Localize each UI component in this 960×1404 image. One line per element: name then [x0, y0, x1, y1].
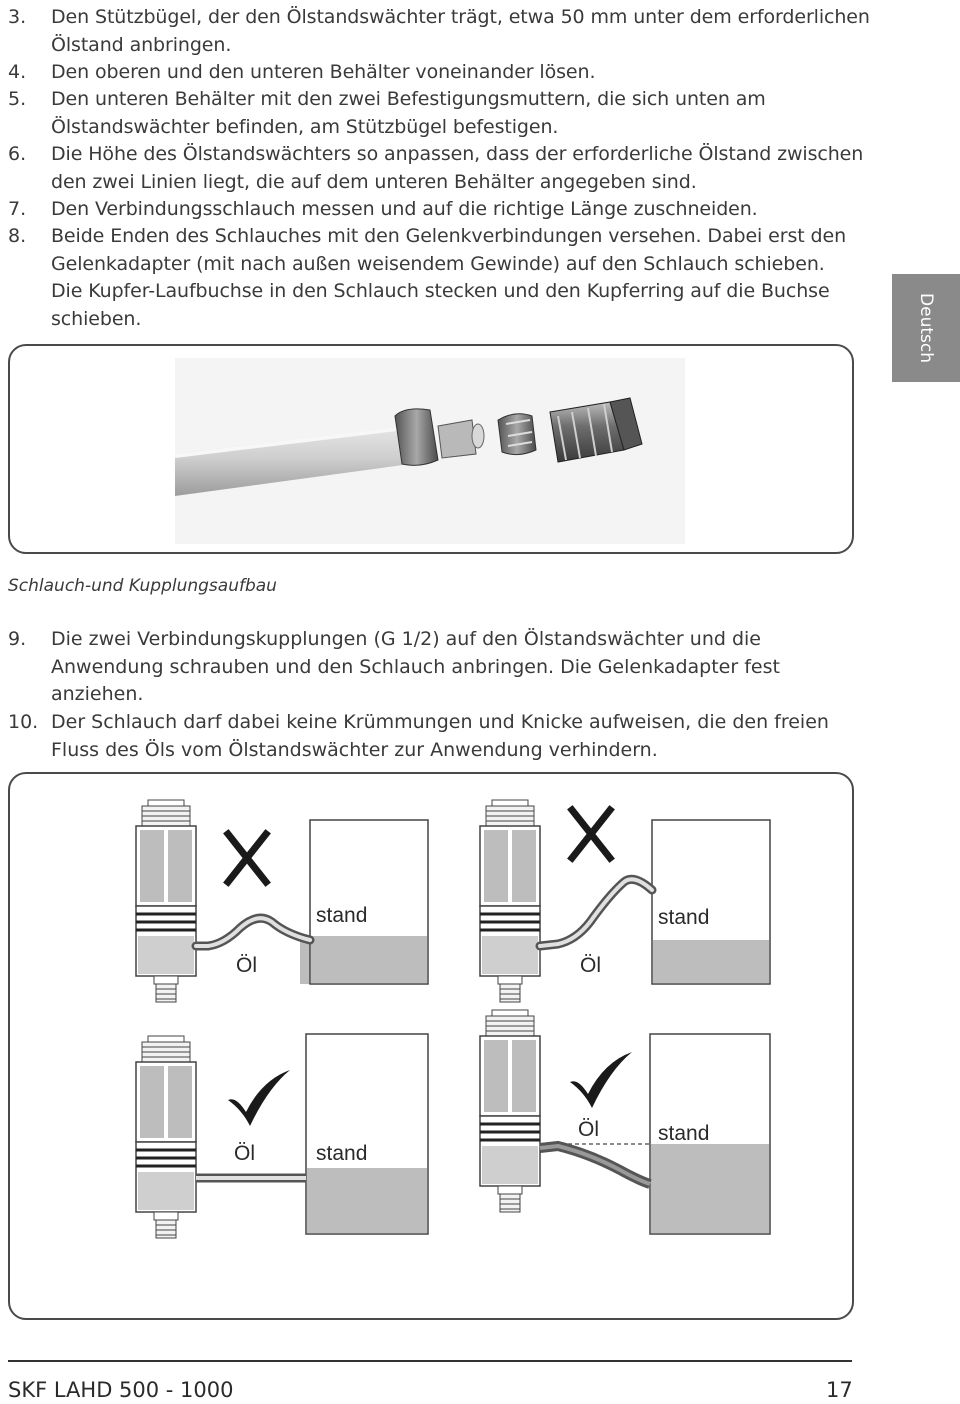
language-tab	[892, 274, 960, 382]
oil-label: Öl	[578, 1118, 599, 1141]
level-label: stand	[658, 1122, 710, 1145]
cross-icon	[228, 834, 266, 882]
panel-wrong-1	[136, 800, 428, 1002]
step-text: Den unteren Behälter mit den zwei Befestigungsmuttern, die sich unten am Ölstandswächter befinden, am Stützbügel befestigen.	[51, 88, 766, 138]
photo-caption: Schlauch-und Kupplungsaufbau	[8, 576, 277, 596]
oil-label: Öl	[236, 954, 257, 977]
step-10	[8, 709, 838, 764]
cross-icon	[572, 810, 610, 858]
step-3	[8, 4, 878, 59]
photo-frame	[8, 344, 854, 554]
step-text: Den oberen und den unteren Behälter voneinander lösen.	[51, 61, 596, 83]
step-4	[8, 59, 878, 87]
step-text: Die zwei Verbindungskupplungen (G 1/2) auf den Ölstandswächter und die Anwendung schrauben und den Schlauch anbringen. Die Gelenkadapter fest anziehen.	[51, 628, 780, 705]
step-number: 7.	[8, 198, 27, 220]
footer-product-name: SKF LAHD 500 - 1000	[8, 1378, 234, 1402]
step-text: Die Höhe des Ölstandswächters so anpassen, dass der erforderliche Ölstand zwischen den zwei Linien liegt, die auf dem unteren Behälter angegeben sind.	[51, 143, 864, 193]
step-text: Beide Enden des Schlauches mit den Gelenkverbindungen versehen. Dabei erst den Gelenkadapter (mit nach außen weisendem Gewinde) auf den Schlauch schieben. Die Kupfer-Laufbuchse in den Schlauch stecken und den Kupferring auf die Buchse schieben.	[51, 225, 847, 330]
step-number: 8.	[8, 225, 27, 247]
panel-correct-2	[480, 1010, 770, 1234]
page-number: 17	[826, 1378, 853, 1402]
panel-wrong-2	[480, 800, 770, 1002]
oil-label: Öl	[580, 954, 601, 977]
step-text: Den Stützbügel, der den Ölstandswächter trägt, etwa 50 mm unter dem erforderlichen Ölstand anbringen.	[51, 6, 870, 56]
step-text: Der Schlauch darf dabei keine Krümmungen und Knicke aufweisen, die den freien Fluss des Öls vom Ölstandswächter zur Anwendung verhindern.	[51, 711, 829, 761]
step-number: 5.	[8, 88, 27, 110]
hose-routing-diagram	[10, 774, 852, 1318]
step-number: 10.	[8, 711, 39, 733]
step-5	[8, 86, 878, 141]
hose-coupling-photo	[10, 346, 852, 552]
level-label: stand	[658, 906, 710, 929]
panel-correct-1	[136, 1034, 428, 1238]
step-7	[8, 196, 878, 224]
language-tab-label: Deutsch	[916, 293, 936, 363]
level-label: stand	[316, 1142, 368, 1165]
diagram-frame	[8, 772, 854, 1320]
step-text: Den Verbindungsschlauch messen und auf die richtige Länge zuschneiden.	[51, 198, 758, 220]
step-number: 4.	[8, 61, 27, 83]
oil-label: Öl	[234, 1142, 255, 1165]
step-6	[8, 141, 878, 196]
checkmark-icon	[228, 1070, 290, 1126]
step-number: 6.	[8, 143, 27, 165]
step-number: 9.	[8, 628, 27, 650]
checkmark-icon	[570, 1052, 632, 1108]
step-8	[8, 223, 848, 333]
level-label: stand	[316, 904, 368, 927]
step-9	[8, 626, 828, 709]
footer-divider	[8, 1360, 852, 1362]
step-number: 3.	[8, 6, 27, 28]
